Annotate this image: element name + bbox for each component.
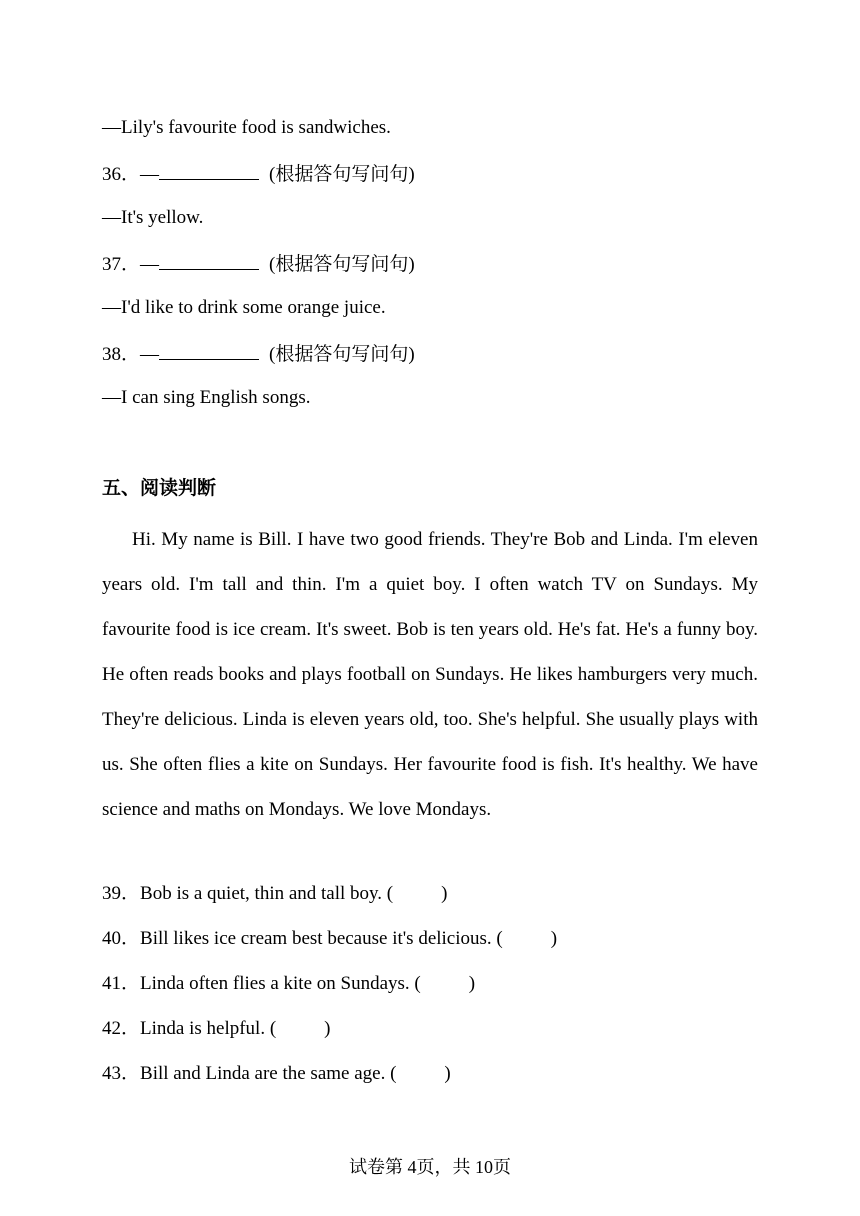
question-number: 37．— [102, 254, 160, 275]
question-text: Linda is helpful. ( [140, 1018, 277, 1039]
question-42 [102, 1017, 330, 1041]
question-number: 36．— [102, 164, 160, 185]
answer-line-37: —I'd like to drink some orange juice. [102, 297, 386, 318]
question-36 [102, 161, 415, 187]
question-37 [102, 251, 415, 277]
question-41 [102, 972, 475, 996]
question-number: 43． [102, 1063, 141, 1084]
close-paren: ) [468, 973, 476, 994]
question-text: Bob is a quiet, thin and tall boy. ( [140, 883, 394, 904]
question-number: 40． [102, 928, 141, 949]
answer-line-38: —I can sing English songs. [102, 387, 311, 408]
section-title: 五、阅读判断 [102, 477, 217, 499]
page-footer: 试卷第 4页，共 10页 [349, 1157, 511, 1177]
question-text: Linda often flies a kite on Sundays. ( [140, 973, 421, 994]
answer-line-35: —Lily's favourite food is sandwiches. [102, 117, 391, 138]
question-40 [102, 927, 557, 951]
question-43 [102, 1062, 451, 1086]
question-number: 39． [102, 883, 141, 904]
question-text: Bill likes ice cream best because it's delicious. ( [140, 928, 503, 949]
question-hint: (根据答句写问句) [269, 254, 415, 275]
close-paren: ) [444, 1063, 451, 1084]
close-paren: ) [441, 883, 448, 904]
answer-blank[interactable] [159, 161, 259, 180]
question-number: 38．— [102, 344, 160, 365]
question-39 [102, 882, 447, 906]
question-number: 41． [102, 973, 141, 994]
question-text: Bill and Linda are the same age. ( [140, 1063, 397, 1084]
answer-blank[interactable] [159, 341, 259, 360]
question-38 [102, 341, 415, 367]
answer-line-36: —It's yellow. [102, 207, 204, 228]
close-paren: ) [550, 928, 558, 949]
passage-text: Hi. My name is Bill. I have two good friends. They're Bob and Linda. I'm eleven years old. I'm tall and thin. I'm a quiet boy. I often watch TV on Sundays. My favourite food is ice cream. It's sweet. Bob is ten years old. He's fat. He's a funny boy. He often reads books and plays football on Sundays. He likes hamburgers very much. They're delicious. Linda is eleven years old, too. She's helpful. She usually plays with us. She often flies a kite on Sundays. Her favourite food is fish. It's healthy. We have science and maths on Mondays. We love Mondays. [102, 529, 758, 820]
question-number: 42． [102, 1018, 141, 1039]
question-hint: (根据答句写问句) [269, 164, 415, 185]
reading-passage [102, 517, 758, 832]
answer-blank[interactable] [159, 251, 259, 270]
question-hint: (根据答句写问句) [269, 344, 415, 365]
close-paren: ) [324, 1018, 331, 1039]
